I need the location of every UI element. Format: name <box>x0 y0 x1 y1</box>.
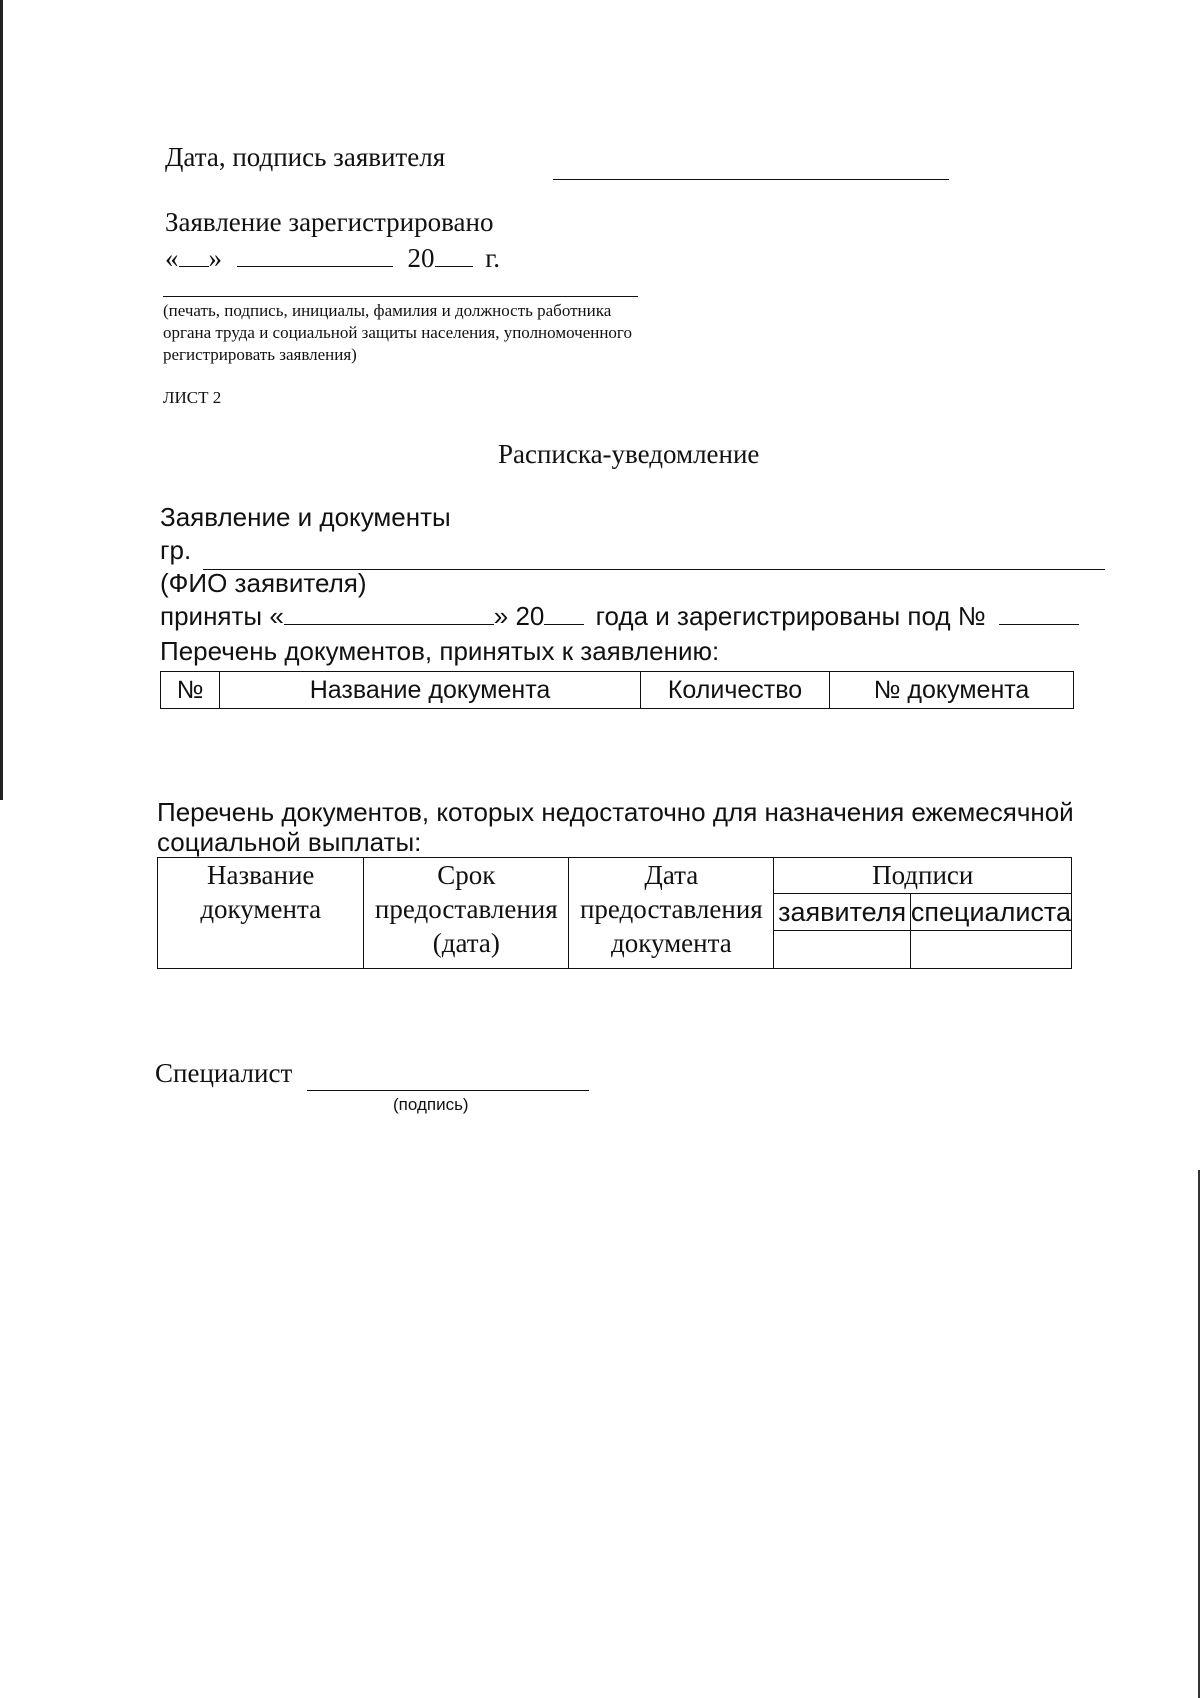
date-close-quote: » <box>208 243 222 273</box>
col-doc-name: Название документа <box>220 672 641 709</box>
col-deadline-text: Срок предоставления (дата) <box>374 860 558 958</box>
citizen-prefix: гр. <box>160 535 192 565</box>
col-date <box>569 858 774 969</box>
missing-docs-caption-line2: социальной выплаты: <box>157 827 422 857</box>
registered-label: Заявление зарегистрировано <box>165 207 494 237</box>
accepted-docs-table <box>160 671 1074 709</box>
year-blank <box>435 244 473 267</box>
receipt-title: Расписка-уведомление <box>498 439 760 469</box>
registration-number-blank <box>999 602 1079 625</box>
accepted-line <box>160 601 1079 632</box>
month-blank <box>237 244 393 267</box>
col-name-text: Название документа <box>200 860 322 924</box>
missing-docs-caption-line1: Перечень документов, которых недостаточно для назначения ежемесячной <box>157 797 1074 827</box>
day-blank <box>179 244 209 267</box>
applicant-signature-line <box>553 179 949 180</box>
accepted-prefix: приняты « <box>160 601 284 631</box>
date-open-quote: « <box>165 243 179 273</box>
col-date-text: Дата предоставления документа <box>579 860 763 958</box>
scan-edge-left <box>0 0 3 800</box>
col-name <box>158 858 364 969</box>
signature-caption: (подпись) <box>393 1095 469 1114</box>
specialist-label: Специалист <box>155 1058 293 1088</box>
sub-applicant: заявителя <box>774 894 910 930</box>
documents-intro: Заявление и документы <box>160 502 451 532</box>
accepted-docs-caption: Перечень документов, принятых к заявлению: <box>160 636 720 666</box>
accepted-middle: » 20 <box>493 601 545 631</box>
accepted-date-blank <box>284 602 494 625</box>
applicant-signature-label: Дата, подпись заявителя <box>165 142 446 172</box>
sub-specialist: специалиста <box>910 894 1071 930</box>
col-number: № <box>161 672 220 709</box>
registered-date-line <box>165 243 500 274</box>
specialist-signature-line <box>307 1090 589 1091</box>
fio-caption: (ФИО заявителя) <box>160 568 367 598</box>
accepted-year-blank <box>544 602 584 625</box>
col-deadline <box>364 858 569 969</box>
stamp-note: (печать, подпись, инициалы, фамилия и должность работника органа труда и социальной защиты населения, уполномоченного регистрировать заявления) <box>163 301 632 364</box>
missing-docs-table <box>157 857 1072 969</box>
missing-table-header-row <box>158 858 1072 894</box>
stamp-line <box>163 296 638 297</box>
col-doc-number: № документа <box>830 672 1074 709</box>
applicant-signature-cell <box>774 930 910 968</box>
col-signatures: Подписи <box>774 858 1072 894</box>
sheet-label: ЛИСТ 2 <box>163 388 222 407</box>
accepted-suffix: года и зарегистрированы под № <box>595 601 986 631</box>
year-prefix: 20 <box>407 243 435 273</box>
specialist-signature-cell <box>910 930 1071 968</box>
accepted-table-header-row <box>161 672 1074 709</box>
col-quantity: Количество <box>641 672 830 709</box>
year-suffix: г. <box>485 243 501 273</box>
